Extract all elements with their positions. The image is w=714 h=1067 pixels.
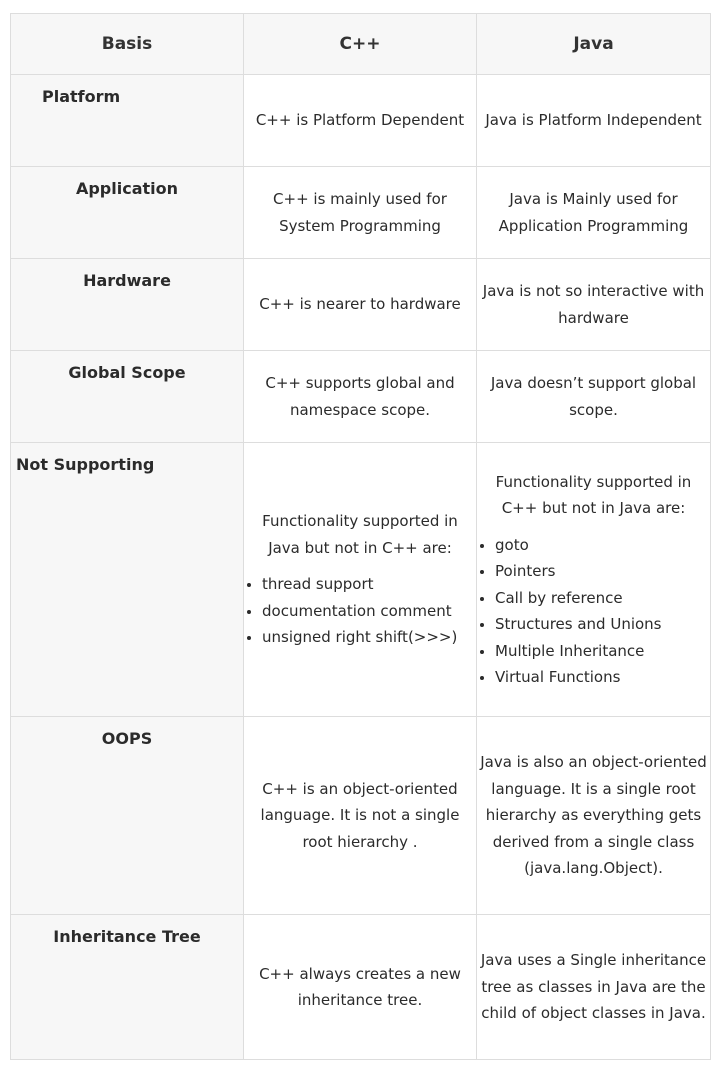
list-item: • Pointers — [495, 558, 710, 585]
row-cpp: C++ always creates a new inheritance tree. — [244, 915, 477, 1060]
list-item: • unsigned right shift(>>>) — [262, 624, 476, 651]
row-cpp: C++ is Platform Dependent — [244, 75, 477, 167]
table-row — [11, 351, 711, 443]
row-basis: Application — [11, 167, 244, 259]
row-java — [477, 443, 711, 717]
cpp-feature-list — [244, 571, 476, 651]
row-java: Java doesn’t support global scope. — [477, 351, 711, 443]
row-basis: Global Scope — [11, 351, 244, 443]
comparison-table — [10, 13, 711, 1060]
row-basis: Hardware — [11, 259, 244, 351]
row-java: Java uses a Single inheritance tree as classes in Java are the child of object classes in Java. — [477, 915, 711, 1060]
row-cpp — [244, 443, 477, 717]
header-row — [11, 14, 711, 75]
row-java: Java is Platform Independent — [477, 75, 711, 167]
row-cpp: C++ is an object-oriented language. It is not a single root hierarchy . — [244, 717, 477, 915]
row-cpp: C++ supports global and namespace scope. — [244, 351, 477, 443]
row-java: Java is Mainly used for Application Programming — [477, 167, 711, 259]
header-java: Java — [477, 14, 711, 75]
table-row — [11, 915, 711, 1060]
list-item: • documentation comment — [262, 598, 476, 625]
cpp-intro: Functionality supported in Java but not in C++ are: — [262, 512, 458, 557]
row-basis: OOPS — [11, 717, 244, 915]
table-row — [11, 167, 711, 259]
list-item: • thread support — [262, 571, 476, 598]
row-java: Java is not so interactive with hardware — [477, 259, 711, 351]
table-row — [11, 259, 711, 351]
table-row — [11, 443, 711, 717]
list-item: • Virtual Functions — [495, 664, 710, 691]
list-item: • Multiple Inheritance — [495, 638, 710, 665]
row-basis: Inheritance Tree — [11, 915, 244, 1060]
header-basis: Basis — [11, 14, 244, 75]
java-intro: Functionality supported in C++ but not in Java are: — [495, 472, 692, 517]
row-basis: Not Supporting — [11, 443, 244, 717]
list-item: • Call by reference — [495, 585, 710, 612]
list-item: • goto — [495, 532, 710, 559]
table-row — [11, 75, 711, 167]
header-cpp: C++ — [244, 14, 477, 75]
row-java: Java is also an object-oriented language. It is a single root hierarchy as everything gets derived from a single class (java.lang.Object). — [477, 717, 711, 915]
row-cpp: C++ is mainly used for System Programming — [244, 167, 477, 259]
row-basis: Platform — [11, 75, 244, 167]
row-cpp: C++ is nearer to hardware — [244, 259, 477, 351]
java-feature-list — [477, 532, 710, 691]
table-row — [11, 717, 711, 915]
list-item: • Structures and Unions — [495, 611, 710, 638]
